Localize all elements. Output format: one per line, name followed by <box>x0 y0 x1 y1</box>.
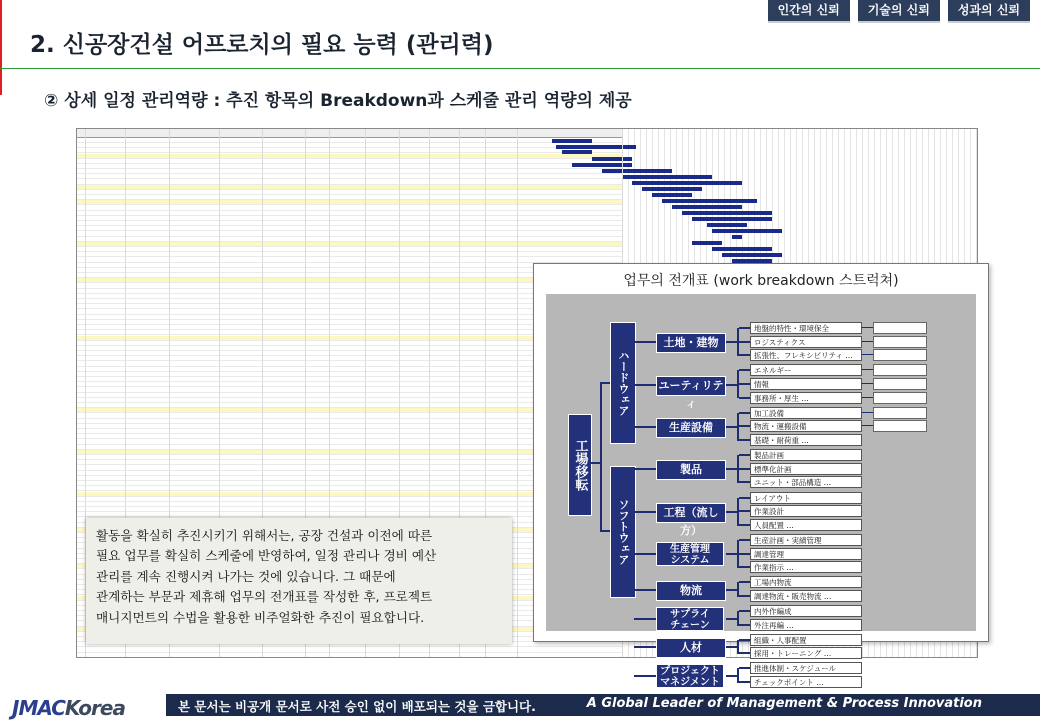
tab-result-trust[interactable]: 성과의 신뢰 <box>948 0 1030 23</box>
wbs-item: 調達物流・販売物流 … <box>750 590 862 602</box>
wbs-category-box: ユーティリティ <box>656 376 726 396</box>
gantt-bar <box>722 253 782 257</box>
wbs-connector <box>739 510 750 512</box>
wbs-connector <box>739 553 750 555</box>
spreadsheet-column-line <box>517 129 518 657</box>
wbs-category-box: 土地・建物 <box>656 333 726 353</box>
wbs-connector <box>862 397 873 398</box>
gantt-bar <box>556 145 636 149</box>
wbs-item: 調達管理 <box>750 548 862 560</box>
wbs-blank-cell <box>873 392 927 404</box>
wbs-connector <box>739 595 750 597</box>
wbs-category-box: プロジェクト マネジメント <box>656 664 724 688</box>
wbs-blank-cell <box>873 322 927 334</box>
wbs-item: 内外作編成 <box>750 605 862 617</box>
wbs-connector <box>739 524 750 526</box>
wbs-category-box: 生産設備 <box>656 418 726 438</box>
wbs-connector <box>634 468 656 470</box>
wbs-item: 推進体制・スケジュール <box>750 662 862 674</box>
wbs-blank-cell <box>873 336 927 348</box>
wbs-item: 作業指示 … <box>750 561 862 573</box>
wbs-category-box: 物流 <box>656 581 726 601</box>
wbs-item: 組織・人事配置 <box>750 634 862 646</box>
wbs-connector <box>739 566 750 568</box>
wbs-connector <box>862 327 873 328</box>
page-title: 2. 신공장건설 어프로치의 필요 능력 (관리력) <box>30 32 494 58</box>
wbs-connector <box>634 618 656 620</box>
wbs-connector <box>634 675 656 677</box>
wbs-connector <box>862 341 873 342</box>
top-tabs <box>768 0 1030 23</box>
wbs-connector <box>739 369 750 371</box>
gantt-bar <box>682 211 772 215</box>
logo-main: JMAC <box>12 696 65 720</box>
wbs-item: 加工設備 <box>750 407 862 419</box>
wbs-connector <box>634 553 656 555</box>
wbs-blank-cell <box>873 364 927 376</box>
wbs-blank-cell <box>873 378 927 390</box>
wbs-connector <box>739 667 750 669</box>
gantt-bar <box>552 139 592 143</box>
gantt-bar <box>692 241 722 245</box>
wbs-item: 工場内物流 <box>750 576 862 588</box>
wbs-connector <box>739 354 750 356</box>
wbs-category-box: サプライ チェーン <box>656 607 724 631</box>
wbs-connector <box>739 497 750 499</box>
gantt-bar <box>672 205 742 209</box>
gantt-bar <box>642 187 702 191</box>
wbs-connector <box>739 610 750 612</box>
wbs-connector <box>634 384 656 386</box>
wbs-connector <box>634 589 656 591</box>
wbs-connector <box>862 369 873 370</box>
wbs-connector <box>862 354 873 355</box>
footer-slogan: A Global Leader of Management & Process Innovation <box>586 696 982 711</box>
wbs-connector <box>739 397 750 399</box>
gantt-bar <box>732 235 742 239</box>
wbs-root-box: 工場移転 <box>568 414 592 516</box>
wbs-connector <box>739 341 750 343</box>
gantt-bar <box>572 163 632 167</box>
gantt-bar <box>712 229 782 233</box>
wbs-connector <box>739 383 750 385</box>
note-line: 매니지먼트의 수법을 활용한 비주얼화한 추진이 필요합니다. <box>96 609 425 625</box>
wbs-item: 基礎・耐荷重 … <box>750 434 862 446</box>
note-line: 필요 업무를 확실히 스케줄에 반영하여, 일정 관리나 경비 예산 <box>96 548 437 564</box>
wbs-connector <box>739 681 750 683</box>
wbs-item: チェックポイント … <box>750 676 862 688</box>
wbs-item: 情報 <box>750 378 862 390</box>
wbs-item: 事務所・厚生 … <box>750 392 862 404</box>
note-line: 활동을 확실히 추진시키기 위해서는, 공장 건설과 이전에 따른 <box>96 528 433 543</box>
gantt-bar <box>562 150 592 154</box>
wbs-category-box: 工程（流し方） <box>656 503 726 523</box>
gantt-bar <box>712 247 772 251</box>
wbs-branch-hardware: ハードウェア <box>610 322 636 444</box>
gantt-bar <box>592 157 632 161</box>
wbs-connector <box>862 412 873 413</box>
gantt-bar <box>692 217 772 221</box>
wbs-item: 人員配置 … <box>750 519 862 531</box>
wbs-item: 拡張性、フレキシビリティ … <box>750 349 862 361</box>
wbs-connector <box>600 530 610 532</box>
company-logo <box>12 696 125 720</box>
wbs-blank-cell <box>873 349 927 361</box>
wbs-item: ロジスティクス <box>750 336 862 348</box>
wbs-connector <box>739 468 750 470</box>
gantt-bar <box>707 223 747 227</box>
gantt-bar <box>622 175 712 179</box>
accent-bar <box>0 0 2 95</box>
wbs-item: レイアウト <box>750 492 862 504</box>
note-line: 관계하는 부문과 제휴해 업무의 전개표를 작성한 후, 프로젝트 <box>96 589 433 605</box>
wbs-connector <box>634 511 656 513</box>
note-line: 관리를 계속 진행시켜 나가는 것에 있습니다. 그 때문에 <box>96 568 396 584</box>
wbs-blank-cell <box>873 420 927 432</box>
gantt-bar <box>602 169 672 173</box>
wbs-connector <box>739 652 750 654</box>
wbs-connector <box>739 624 750 626</box>
wbs-item: エネルギー <box>750 364 862 376</box>
gantt-bar <box>632 181 742 185</box>
wbs-category-box: 人材 <box>656 638 726 658</box>
wbs-connector <box>862 425 873 426</box>
wbs-connector <box>634 426 656 428</box>
wbs-connector <box>634 341 656 343</box>
wbs-connector <box>739 412 750 414</box>
wbs-connector <box>739 639 750 641</box>
page-subtitle: ② 상세 일정 관리역량 : 추진 항목의 Breakdown과 스케줄 관리 역량의 제공 <box>44 91 632 111</box>
wbs-body <box>546 294 976 688</box>
logo-sub: Korea <box>64 696 125 720</box>
wbs-item: 標準化計画 <box>750 463 862 475</box>
wbs-connector <box>739 425 750 427</box>
wbs-category-box: 生産管理 システム <box>656 542 724 566</box>
wbs-connector <box>739 481 750 483</box>
wbs-item: 物流・運搬設備 <box>750 420 862 432</box>
wbs-blank-cell <box>873 407 927 419</box>
tab-tech-trust[interactable]: 기술의 신뢰 <box>858 0 940 23</box>
wbs-category-box: 製品 <box>656 460 726 480</box>
wbs-connector <box>739 581 750 583</box>
wbs-item: 作業設計 <box>750 505 862 517</box>
wbs-item: 生産計画・実績管理 <box>750 534 862 546</box>
gantt-bar <box>652 193 692 197</box>
tab-human-trust[interactable]: 인간의 신뢰 <box>768 0 850 23</box>
wbs-connector <box>862 383 873 384</box>
wbs-title: 업무의 전개표 (work breakdown 스트럭쳐) <box>623 273 899 289</box>
description-note <box>86 518 512 644</box>
wbs-connector <box>739 327 750 329</box>
wbs-connector <box>634 646 656 648</box>
wbs-item: 地盤的特性・環境保全 <box>750 322 862 334</box>
wbs-connector <box>600 382 610 384</box>
wbs-connector <box>739 539 750 541</box>
wbs-connector <box>600 382 602 532</box>
wbs-diagram <box>533 263 989 688</box>
wbs-branch-software: ソフトウェア <box>610 466 636 598</box>
wbs-item: 外注再編 … <box>750 619 862 631</box>
confidential-notice: 본 문서는 비공개 문서로 사전 승인 없이 배포되는 것을 금합니다. <box>178 699 536 714</box>
gantt-bar <box>662 199 757 203</box>
wbs-connector <box>739 439 750 441</box>
wbs-item: ユニット・部品構造 … <box>750 476 862 488</box>
title-divider <box>0 68 1040 69</box>
wbs-item: 採用・トレーニング … <box>750 647 862 659</box>
wbs-item: 製品計画 <box>750 449 862 461</box>
wbs-connector <box>739 454 750 456</box>
